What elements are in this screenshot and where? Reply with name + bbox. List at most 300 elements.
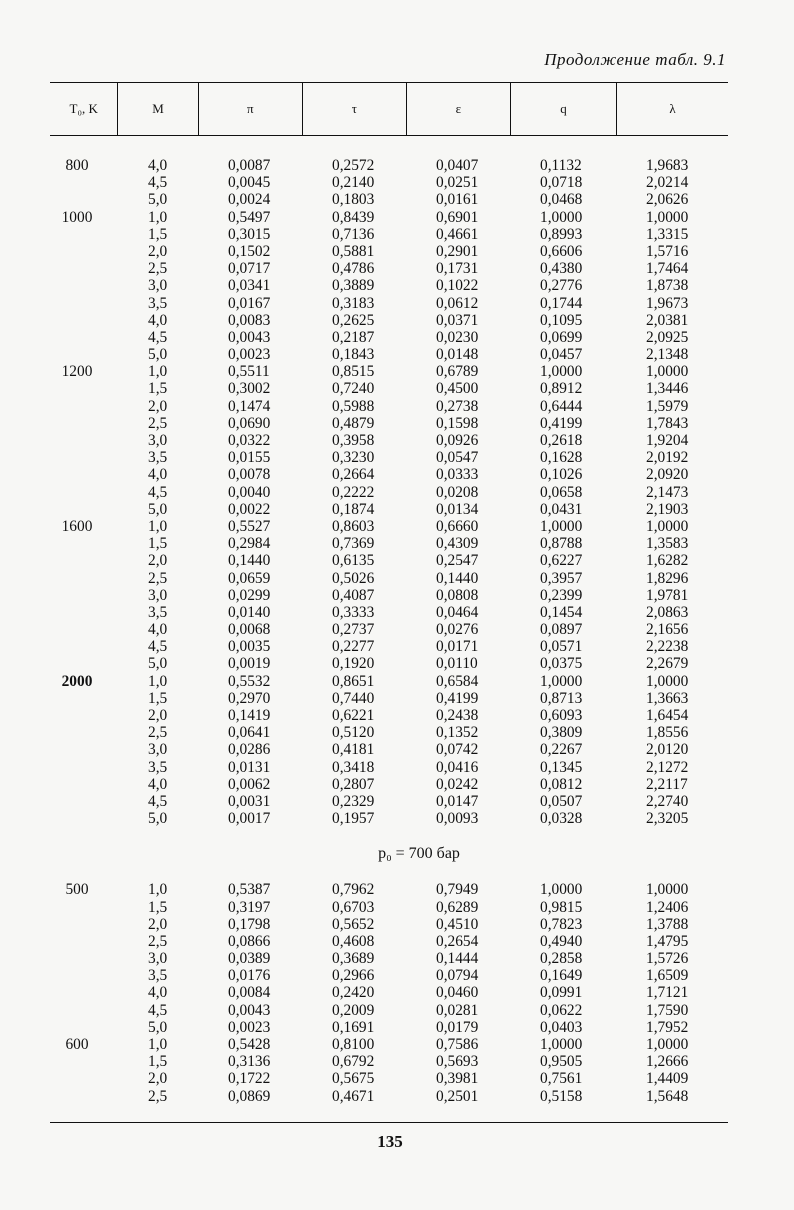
- cell-lambda: 1,7590: [646, 1001, 689, 1019]
- table-row: [50, 1019, 728, 1036]
- cell-tau: 0,7440: [332, 689, 375, 707]
- cell-pi: 0,1474: [228, 397, 271, 415]
- cell-m: 4,0: [148, 984, 168, 1002]
- cell-t0: 1200: [61, 363, 93, 381]
- cell-m: 3,0: [148, 277, 168, 295]
- cell-eps: 0,0276: [436, 621, 479, 639]
- cell-m: 1,5: [148, 225, 168, 243]
- table-row: [50, 226, 728, 243]
- cell-m: 4,5: [148, 483, 168, 501]
- cell-m: 1,0: [148, 363, 168, 381]
- cell-tau: 0,6792: [332, 1053, 375, 1071]
- cell-lambda: 2,0192: [646, 449, 689, 467]
- cell-m: 3,0: [148, 950, 168, 968]
- cell-q: 0,0897: [540, 621, 583, 639]
- cell-pi: 0,1722: [228, 1070, 271, 1088]
- table-row: [50, 984, 728, 1001]
- cell-tau: 0,7136: [332, 225, 375, 243]
- cell-pi: 0,0045: [228, 174, 271, 192]
- cell-t0: [50, 741, 118, 758]
- cell-pi: 0,0140: [228, 603, 271, 621]
- cell-lambda: 1,7843: [646, 414, 689, 432]
- cell-tau: 0,5988: [332, 397, 375, 415]
- cell-pi: 0,0023: [228, 1018, 271, 1036]
- cell-pi: 0,0022: [228, 500, 271, 518]
- cell-t0: [50, 329, 118, 346]
- col-header-m: M: [118, 83, 198, 135]
- table-row: [50, 759, 728, 776]
- cell-t0: [50, 1053, 118, 1070]
- cell-m: 3,5: [148, 758, 168, 776]
- cell-pi: 0,0167: [228, 294, 271, 312]
- cell-q: 0,1649: [540, 967, 583, 985]
- cell-pi: 0,0043: [228, 1001, 271, 1019]
- table-caption: Продолжение табл. 9.1: [544, 50, 726, 69]
- cell-t0: 1000: [61, 208, 93, 226]
- cell-pi: 0,0690: [228, 414, 271, 432]
- cell-tau: 0,7369: [332, 535, 375, 553]
- cell-pi: 0,0068: [228, 621, 271, 639]
- table-row: [50, 933, 728, 950]
- col-header-lambda: λ: [669, 101, 676, 116]
- cell-t0: 1600: [61, 517, 93, 535]
- table-row: [50, 967, 728, 984]
- cell-tau: 0,3889: [332, 277, 375, 295]
- cell-t0: [50, 449, 118, 466]
- cell-q: 0,6606: [540, 242, 583, 260]
- table-row: [50, 638, 728, 655]
- cell-lambda: 2,1272: [646, 758, 689, 776]
- cell-pi: 0,2984: [228, 535, 271, 553]
- table-row: [50, 950, 728, 967]
- table-row: [50, 604, 728, 621]
- cell-t0: [50, 793, 118, 810]
- cell-lambda: 1,2666: [646, 1053, 689, 1071]
- cell-m: 3,5: [148, 967, 168, 985]
- cell-lambda: 2,1473: [646, 483, 689, 501]
- cell-pi: 0,0131: [228, 758, 271, 776]
- cell-m: 5,0: [148, 500, 168, 518]
- cell-q: 0,1744: [540, 294, 583, 312]
- cell-lambda: 1,9683: [646, 157, 689, 174]
- cell-tau: 0,4181: [332, 741, 375, 759]
- cell-eps: 0,5693: [436, 1053, 479, 1071]
- table-row: [50, 690, 728, 707]
- cell-tau: 0,5881: [332, 242, 375, 260]
- cell-lambda: 1,0000: [646, 517, 689, 535]
- cell-t0: [50, 243, 118, 260]
- cell-q: 1,0000: [540, 517, 583, 535]
- cell-t0: [50, 950, 118, 967]
- cell-pi: 0,1419: [228, 707, 271, 724]
- cell-lambda: 2,0920: [646, 466, 689, 484]
- cell-q: 0,6093: [540, 707, 583, 724]
- cell-q: 0,1132: [540, 157, 582, 174]
- cell-m: 2,5: [148, 569, 168, 587]
- cell-tau: 0,1874: [332, 500, 375, 518]
- col-header-pi: π: [199, 83, 303, 135]
- cell-q: 0,0457: [540, 346, 583, 364]
- cell-tau: 0,8515: [332, 363, 375, 381]
- cell-q: 0,8713: [540, 689, 583, 707]
- cell-eps: 0,2738: [436, 397, 479, 415]
- cell-pi: 0,3015: [228, 225, 271, 243]
- cell-t0: [50, 260, 118, 277]
- cell-tau: 0,2329: [332, 792, 375, 810]
- cell-t0: [50, 432, 118, 449]
- table-row: [50, 415, 728, 432]
- cell-q: 0,0812: [540, 775, 583, 793]
- cell-m: 4,5: [148, 792, 168, 810]
- cell-lambda: 1,3788: [646, 915, 689, 933]
- cell-t0: [50, 984, 118, 1001]
- cell-eps: 0,0179: [436, 1018, 479, 1036]
- cell-eps: 0,6660: [436, 517, 479, 535]
- cell-t0: [50, 899, 118, 916]
- cell-q: 0,5158: [540, 1087, 583, 1105]
- cell-tau: 0,2625: [332, 311, 375, 329]
- table-row: [50, 449, 728, 466]
- cell-eps: 0,4500: [436, 380, 479, 398]
- table-row: [50, 260, 728, 277]
- cell-lambda: 2,2679: [646, 655, 689, 673]
- cell-q: 0,2399: [540, 586, 583, 604]
- cell-t0: [50, 295, 118, 312]
- cell-pi: 0,0031: [228, 792, 271, 810]
- cell-eps: 0,1731: [436, 260, 479, 278]
- cell-pi: 0,0087: [228, 157, 271, 174]
- cell-q: 0,0699: [540, 328, 583, 346]
- cell-pi: 0,1502: [228, 242, 271, 260]
- cell-pi: 0,5532: [228, 672, 271, 690]
- table-row: [50, 157, 728, 174]
- cell-m: 2,5: [148, 724, 168, 742]
- table-row: [50, 518, 728, 535]
- cell-m: 1,0: [148, 672, 168, 690]
- cell-q: 0,1026: [540, 466, 583, 484]
- cell-m: 2,5: [148, 260, 168, 278]
- cell-lambda: 2,0863: [646, 603, 689, 621]
- cell-tau: 0,3418: [332, 758, 375, 776]
- cell-eps: 0,7586: [436, 1036, 479, 1053]
- cell-tau: 0,8603: [332, 517, 375, 535]
- cell-eps: 0,1352: [436, 724, 479, 742]
- cell-pi: 0,0062: [228, 775, 271, 793]
- table-row: [50, 655, 728, 672]
- cell-eps: 0,0110: [436, 655, 478, 673]
- cell-pi: 0,2970: [228, 689, 271, 707]
- cell-tau: 0,7962: [332, 881, 375, 899]
- cell-lambda: 1,3583: [646, 535, 689, 553]
- table-row: [50, 793, 728, 810]
- cell-q: 0,0507: [540, 792, 583, 810]
- cell-lambda: 1,5726: [646, 950, 689, 968]
- cell-pi: 0,0024: [228, 191, 271, 209]
- page-number: 135: [377, 1132, 403, 1151]
- table-row: [50, 673, 728, 690]
- cell-lambda: 1,6282: [646, 552, 689, 570]
- table-row: [50, 1002, 728, 1019]
- cell-lambda: 1,0000: [646, 672, 689, 690]
- cell-pi: 0,0040: [228, 483, 271, 501]
- cell-eps: 0,0460: [436, 984, 479, 1002]
- cell-q: 0,2858: [540, 950, 583, 968]
- table-row: [50, 501, 728, 518]
- table-row: [50, 776, 728, 793]
- cell-pi: 0,0176: [228, 967, 271, 985]
- cell-q: 0,1345: [540, 758, 583, 776]
- cell-pi: 0,0389: [228, 950, 271, 968]
- cell-t0: [50, 312, 118, 329]
- cell-tau: 0,3230: [332, 449, 375, 467]
- table-row: [50, 1070, 728, 1087]
- cell-t0: [50, 933, 118, 950]
- cell-tau: 0,4671: [332, 1087, 375, 1105]
- cell-pi: 0,0866: [228, 932, 271, 950]
- cell-eps: 0,0242: [436, 775, 479, 793]
- cell-lambda: 2,0925: [646, 328, 689, 346]
- cell-m: 1,0: [148, 881, 168, 899]
- cell-pi: 0,3197: [228, 898, 271, 916]
- cell-pi: 0,5387: [228, 881, 271, 899]
- cell-t0: [50, 398, 118, 415]
- cell-lambda: 2,0381: [646, 311, 689, 329]
- cell-t0: [50, 724, 118, 741]
- cell-m: 1,0: [148, 517, 168, 535]
- cell-lambda: 2,3205: [646, 810, 689, 828]
- cell-m: 3,0: [148, 741, 168, 759]
- cell-tau: 0,7240: [332, 380, 375, 398]
- cell-lambda: 1,0000: [646, 363, 689, 381]
- cell-q: 0,4380: [540, 260, 583, 278]
- cell-q: 0,3957: [540, 569, 583, 587]
- cell-lambda: 2,1348: [646, 346, 689, 364]
- cell-lambda: 1,3315: [646, 225, 689, 243]
- cell-eps: 0,1444: [436, 950, 479, 968]
- cell-tau: 0,2966: [332, 967, 375, 985]
- cell-m: 4,0: [148, 311, 168, 329]
- cell-eps: 0,0147: [436, 792, 479, 810]
- cell-lambda: 2,1656: [646, 621, 689, 639]
- table-row: [50, 707, 728, 724]
- cell-m: 2,5: [148, 1087, 168, 1105]
- cell-m: 4,0: [148, 775, 168, 793]
- cell-eps: 0,0093: [436, 810, 479, 828]
- cell-tau: 0,3333: [332, 603, 375, 621]
- cell-m: 2,0: [148, 1070, 168, 1088]
- cell-q: 0,2618: [540, 432, 583, 449]
- cell-m: 3,5: [148, 294, 168, 312]
- cell-pi: 0,5497: [228, 208, 271, 226]
- cell-m: 2,0: [148, 552, 168, 570]
- cell-lambda: 1,8296: [646, 569, 689, 587]
- cell-t0: [50, 587, 118, 604]
- cell-m: 1,5: [148, 1053, 168, 1071]
- page-bottom-rule: [50, 1122, 728, 1123]
- cell-lambda: 1,8738: [646, 277, 689, 295]
- cell-t0: [50, 776, 118, 793]
- cell-lambda: 1,5979: [646, 397, 689, 415]
- cell-lambda: 2,2117: [646, 775, 688, 793]
- cell-tau: 0,1920: [332, 655, 375, 673]
- cell-m: 5,0: [148, 810, 168, 828]
- data-table: [50, 82, 728, 1105]
- cell-eps: 0,0742: [436, 741, 479, 759]
- cell-lambda: 1,3446: [646, 380, 689, 398]
- table-header: [50, 83, 728, 136]
- cell-lambda: 1,6454: [646, 707, 689, 724]
- cell-tau: 0,1843: [332, 346, 375, 364]
- cell-tau: 0,4087: [332, 586, 375, 604]
- table-row: [50, 724, 728, 741]
- cell-lambda: 1,2406: [646, 898, 689, 916]
- col-header-q: q: [511, 83, 617, 135]
- table-row: [50, 466, 728, 483]
- cell-m: 4,0: [148, 621, 168, 639]
- table-row: [50, 552, 728, 569]
- cell-pi: 0,0035: [228, 638, 271, 656]
- cell-t0: [50, 967, 118, 984]
- cell-m: 4,5: [148, 174, 168, 192]
- cell-tau: 0,3183: [332, 294, 375, 312]
- cell-eps: 0,2501: [436, 1087, 479, 1105]
- cell-eps: 0,0161: [436, 191, 479, 209]
- cell-eps: 0,1440: [436, 569, 479, 587]
- cell-m: 3,5: [148, 603, 168, 621]
- cell-lambda: 2,0120: [646, 741, 689, 759]
- cell-t0: [50, 466, 118, 483]
- cell-lambda: 2,2238: [646, 638, 689, 656]
- cell-tau: 0,4879: [332, 414, 375, 432]
- cell-q: 0,6227: [540, 552, 583, 570]
- cell-m: 3,0: [148, 432, 168, 449]
- cell-m: 3,0: [148, 586, 168, 604]
- table-row: [50, 1088, 728, 1105]
- cell-q: 0,1095: [540, 311, 583, 329]
- cell-eps: 0,0148: [436, 346, 479, 364]
- table-row: [50, 243, 728, 260]
- cell-t0: 2000: [61, 672, 93, 690]
- cell-tau: 0,6221: [332, 707, 375, 724]
- cell-tau: 0,6703: [332, 898, 375, 916]
- cell-m: 5,0: [148, 655, 168, 673]
- cell-tau: 0,2420: [332, 984, 375, 1002]
- cell-t0: [50, 810, 118, 827]
- cell-eps: 0,0612: [436, 294, 479, 312]
- cell-tau: 0,6135: [332, 552, 375, 570]
- cell-eps: 0,0333: [436, 466, 479, 484]
- cell-m: 2,0: [148, 397, 168, 415]
- cell-m: 4,0: [148, 466, 168, 484]
- cell-tau: 0,8100: [332, 1036, 375, 1053]
- cell-lambda: 1,4409: [646, 1070, 689, 1088]
- cell-pi: 0,5527: [228, 517, 271, 535]
- section-heading: p₀ = 700 бар: [378, 845, 460, 863]
- cell-tau: 0,2140: [332, 174, 375, 192]
- cell-t0: [50, 1019, 118, 1036]
- table-row: [50, 432, 728, 449]
- cell-lambda: 1,9781: [646, 586, 689, 604]
- cell-pi: 0,0322: [228, 432, 271, 449]
- cell-m: 2,0: [148, 707, 168, 724]
- cell-t0: [50, 916, 118, 933]
- cell-pi: 0,5511: [228, 363, 270, 381]
- cell-eps: 0,4199: [436, 689, 479, 707]
- cell-m: 2,5: [148, 414, 168, 432]
- cell-lambda: 1,0000: [646, 881, 689, 899]
- cell-eps: 0,6584: [436, 672, 479, 690]
- cell-q: 0,0431: [540, 500, 583, 518]
- cell-pi: 0,5428: [228, 1036, 271, 1053]
- col-header-tau: τ: [303, 83, 407, 135]
- cell-tau: 0,4608: [332, 932, 375, 950]
- table-row: [50, 916, 728, 933]
- cell-t0: 800: [65, 157, 89, 174]
- cell-lambda: 1,7464: [646, 260, 689, 278]
- cell-lambda: 2,0214: [646, 174, 689, 192]
- cell-pi: 0,1798: [228, 915, 271, 933]
- table-row: [50, 621, 728, 638]
- cell-tau: 0,1691: [332, 1018, 375, 1036]
- cell-tau: 0,5652: [332, 915, 375, 933]
- table-row: [50, 398, 728, 415]
- cell-q: 0,1628: [540, 449, 583, 467]
- cell-q: 0,0375: [540, 655, 583, 673]
- table-row: [50, 587, 728, 604]
- table-row: [50, 1036, 728, 1053]
- cell-lambda: 2,1903: [646, 500, 689, 518]
- cell-t0: [50, 191, 118, 208]
- cell-eps: 0,0794: [436, 967, 479, 985]
- cell-q: 0,9505: [540, 1053, 583, 1071]
- cell-t0: [50, 415, 118, 432]
- cell-q: 0,3809: [540, 724, 583, 742]
- cell-q: 0,4199: [540, 414, 583, 432]
- cell-q: 0,7561: [540, 1070, 583, 1088]
- cell-q: 0,0658: [540, 483, 583, 501]
- cell-t0: [50, 346, 118, 363]
- cell-lambda: 1,6509: [646, 967, 689, 985]
- cell-pi: 0,0341: [228, 277, 271, 295]
- cell-tau: 0,2572: [332, 157, 375, 174]
- cell-pi: 0,0299: [228, 586, 271, 604]
- col-header-t0: T₀, K: [50, 83, 118, 135]
- cell-tau: 0,3958: [332, 432, 375, 449]
- cell-q: 0,0403: [540, 1018, 583, 1036]
- table-row: [50, 191, 728, 208]
- table-row: [50, 363, 728, 380]
- cell-eps: 0,2901: [436, 242, 479, 260]
- cell-pi: 0,3136: [228, 1053, 271, 1071]
- cell-eps: 0,0230: [436, 328, 479, 346]
- cell-lambda: 1,8556: [646, 724, 689, 742]
- cell-q: 0,2776: [540, 277, 583, 295]
- cell-tau: 0,5026: [332, 569, 375, 587]
- cell-q: 0,1454: [540, 603, 583, 621]
- cell-eps: 0,7949: [436, 881, 479, 899]
- cell-q: 0,9815: [540, 898, 583, 916]
- cell-t0: 600: [65, 1036, 89, 1053]
- cell-eps: 0,0134: [436, 500, 479, 518]
- cell-q: 0,0328: [540, 810, 583, 828]
- cell-eps: 0,3981: [436, 1070, 479, 1088]
- cell-t0: [50, 707, 118, 724]
- cell-lambda: 1,5648: [646, 1087, 689, 1105]
- cell-eps: 0,1022: [436, 277, 479, 295]
- cell-q: 1,0000: [540, 672, 583, 690]
- cell-pi: 0,0023: [228, 346, 271, 364]
- cell-pi: 0,0043: [228, 328, 271, 346]
